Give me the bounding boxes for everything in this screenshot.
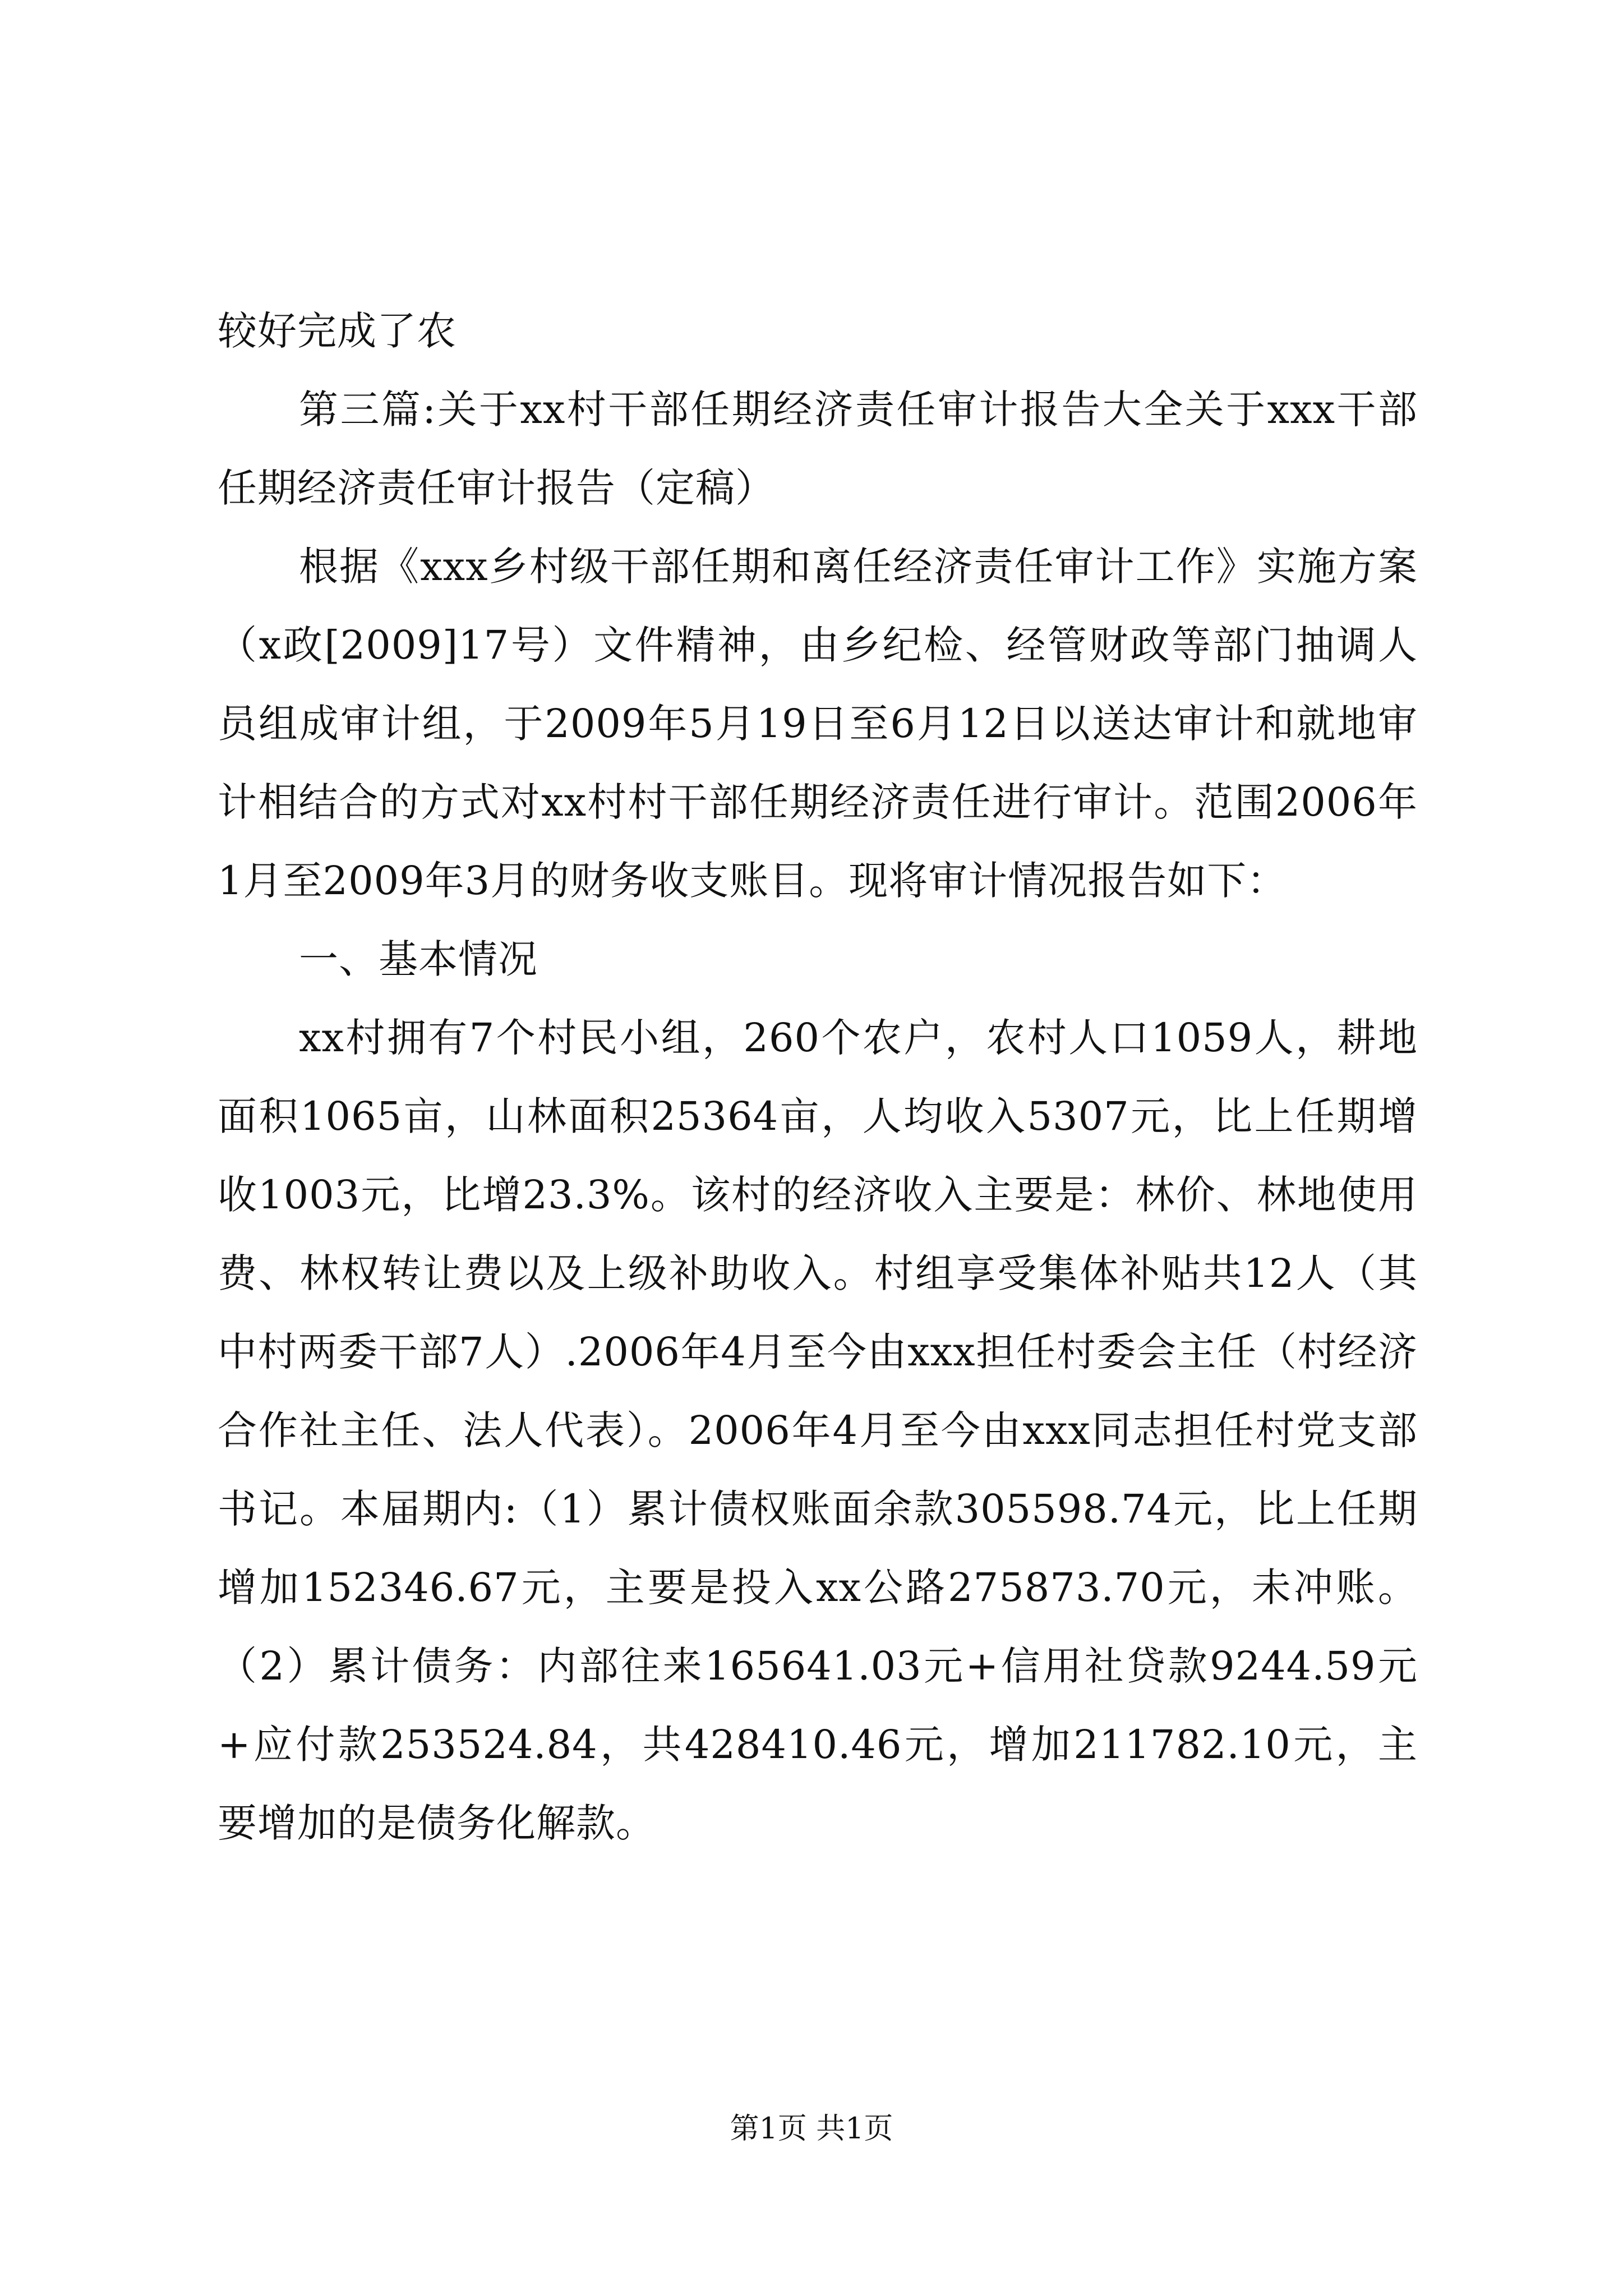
paragraph-intro: 根据《xxx乡村级干部任期和离任经济责任审计工作》实施方案（x政[2009]17号）文件精神，由乡纪检、经管财政等部门抽调人员组成审计组，于2009年5月19日至6月12日以送达审计和就地审计相结合的方式对xx村村干部任期经济责任进行审计。范围2006年1月至2009年3月的财务收支账目。现将审计情况报告如下： — [218, 544, 1418, 904]
paragraph-fragment: 较好完成了农 — [218, 308, 457, 354]
section-heading-basic-situation: 一、基本情况 — [299, 936, 538, 982]
document-body — [218, 292, 1418, 1862]
page-footer: 第1页 共1页 — [730, 2112, 893, 2146]
paragraph-basic-situation: xx村拥有7个村民小组，260个农户，农村人口1059人，耕地面积1065亩，山林面积25364亩，人均收入5307元，比上任期增收1003元，比增23.3%。该村的经济收入主要是：林价、林地使用费、林权转让费以及上级补助收入。村组享受集体补贴共12人（其中村两委干部7人）.2006年4月至今由xxx担任村委会主任（村经济合作社主任、法人代表）。2006年4月至今由xxx同志担任村党支部书记。本届期内:（1）累计债权账面余款305598.74元，比上任期增加152346.67元，主要是投入xx公路275873.70元，未冲账。（2）累计债务：内部往来165641.03元+信用社贷款9244.59元+应付款253524.84，共428410.46元，增加211782.10元，主要增加的是债务化解款。 — [218, 1015, 1418, 1846]
paragraph-heading-third-article: 第三篇:关于xx村干部任期经济责任审计报告大全关于xxx干部任期经济责任审计报告（定稿） — [218, 386, 1418, 511]
